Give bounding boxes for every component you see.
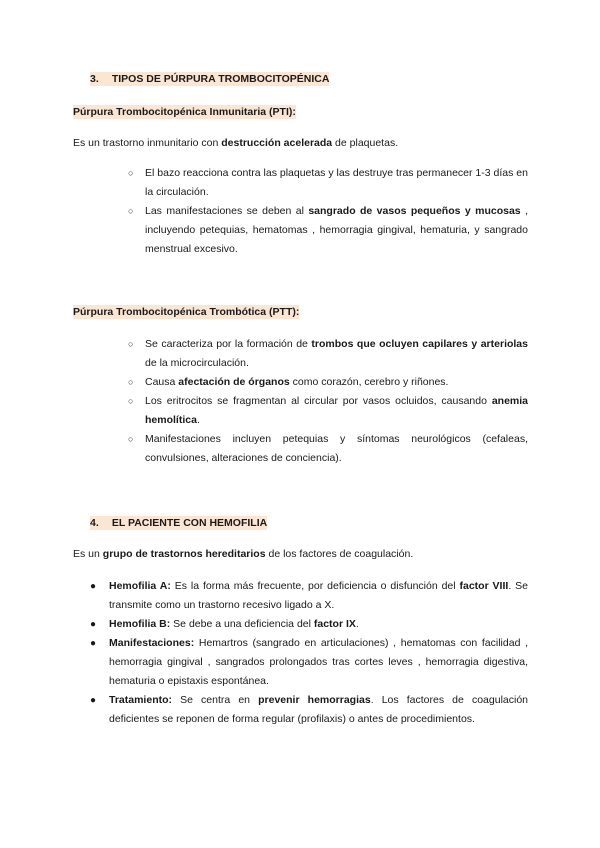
pti-list: [130, 164, 528, 259]
pti-intro: Es un trastorno inmunitario con destrucción acelerada de plaquetas.: [73, 137, 399, 149]
pti-heading: Púrpura Trombocitopénica Inmunitaria (PTI):: [73, 106, 296, 118]
section-3-heading: [90, 70, 329, 89]
section-4-title: EL PACIENTE CON HEMOFILIA: [111, 517, 268, 529]
circle-bullet-icon: ○: [128, 206, 134, 216]
list-item: ○ Los eritrocitos se fragmentan al circular por vasos ocluidos, causando anemia hemolítica.: [130, 392, 528, 430]
ptt-heading: Púrpura Trombocitopénica Trombótica (PTT):: [73, 306, 300, 318]
list-item: ● Tratamiento: Se centra en prevenir hemorragias. Los factores de coagulación deficientes se reponen de forma regular (profilaxis) o antes de procedimientos.: [90, 691, 528, 729]
section-3-number: 3.: [90, 73, 99, 85]
disc-bullet-icon: ●: [90, 581, 97, 592]
circle-bullet-icon: ○: [128, 434, 134, 444]
list-item: ● Manifestaciones: Hemartros (sangrado en articulaciones) , hematomas con facilidad , hemorragia gingival , sangrados prolongados tras cortes leves , hemorragia digestiva, hematuria o epistaxis espontánea.: [90, 634, 528, 691]
disc-bullet-icon: ●: [90, 638, 97, 649]
list-item: ○ Se caracteriza por la formación de trombos que ocluyen capilares y arteriolas de la microcirculación.: [130, 335, 528, 373]
list-item: ● Hemofilia A: Es la forma más frecuente, por deficiencia o disfunción del factor VIII. Se transmite como un trastorno recesivo ligado a X.: [90, 577, 528, 615]
section-4-number: 4.: [90, 517, 99, 529]
list-item: ○ Manifestaciones incluyen petequias y síntomas neurológicos (cefaleas, convulsiones, alteraciones de conciencia).: [130, 430, 528, 468]
circle-bullet-icon: ○: [128, 396, 134, 406]
hemofilia-intro-bold: grupo de trastornos hereditarios: [102, 548, 266, 560]
circle-bullet-icon: ○: [128, 168, 134, 178]
ptt-list: [130, 335, 528, 468]
list-item: ● Hemofilia B: Se debe a una deficiencia del factor IX.: [90, 615, 528, 634]
list-item: ○ Las manifestaciones se deben al sangrado de vasos pequeños y mucosas , incluyendo petequias, hematomas , hemorragia gingival, hematuria, y sangrado menstrual excesivo.: [130, 202, 528, 259]
disc-bullet-icon: ●: [90, 619, 97, 630]
disc-bullet-icon: ●: [90, 695, 97, 706]
circle-bullet-icon: ○: [128, 339, 134, 349]
hemofilia-intro: Es un grupo de trastornos hereditarios de los factores de coagulación.: [73, 548, 414, 560]
pti-intro-bold: destrucción acelerada: [221, 137, 333, 149]
section-3-title: TIPOS DE PÚRPURA TROMBOCITOPÉNICA: [111, 73, 330, 85]
section-4-heading: [90, 514, 267, 533]
hemofilia-list: [90, 577, 528, 729]
list-item: ○ Causa afectación de órganos como corazón, cerebro y riñones.: [130, 373, 528, 392]
list-item: ○ El bazo reacciona contra las plaquetas y las destruye tras permanecer 1-3 días en la circulación.: [130, 164, 528, 202]
circle-bullet-icon: ○: [128, 377, 134, 387]
